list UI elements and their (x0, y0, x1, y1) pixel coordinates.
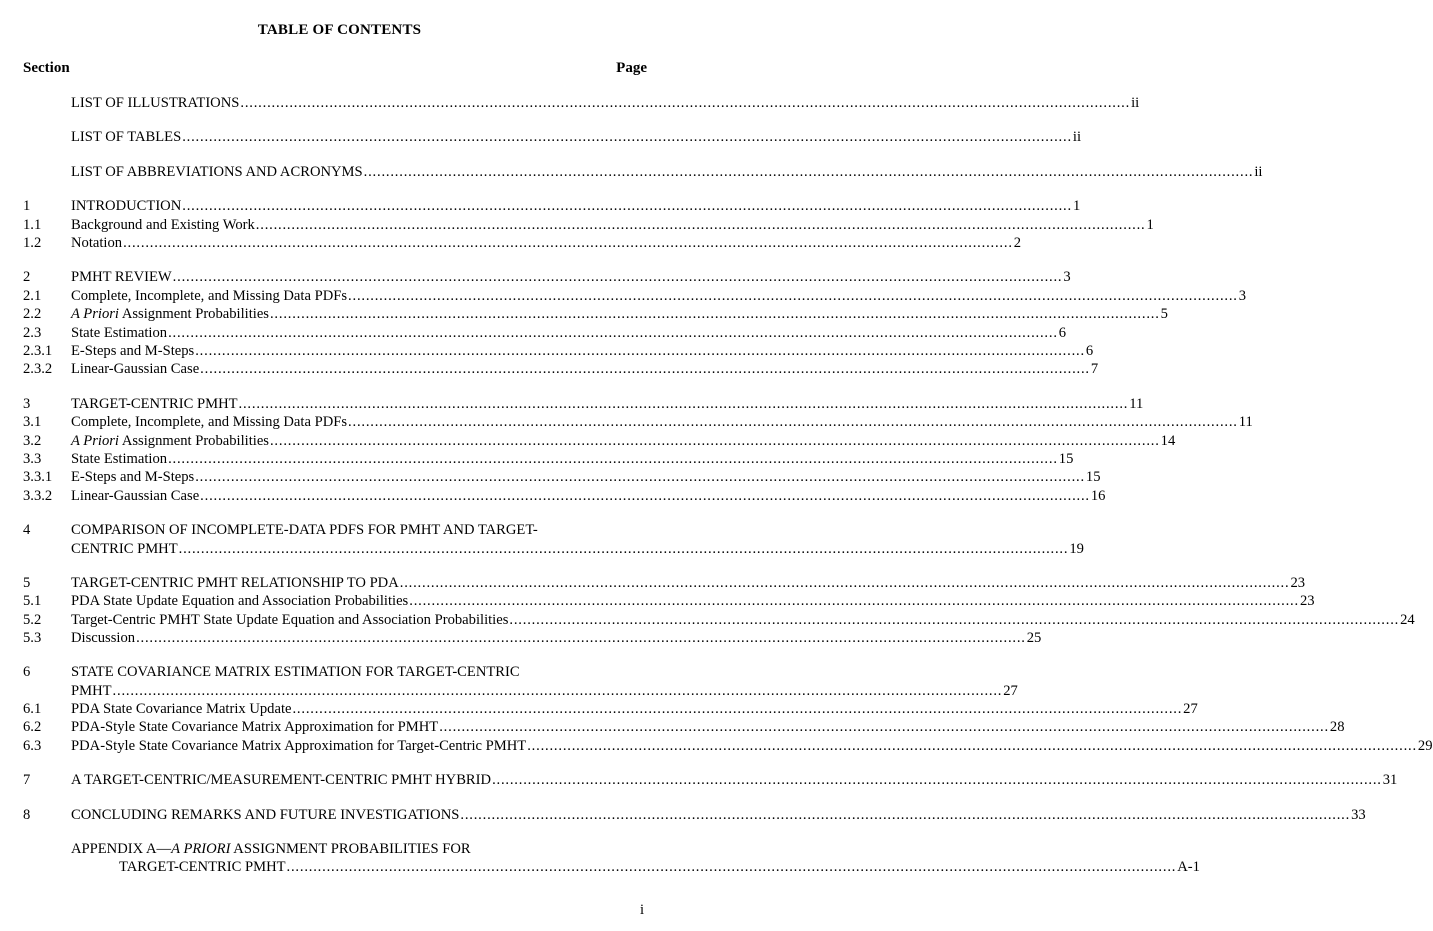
dot-leader: ........................................................................................................................................................................................................ (195, 469, 1085, 485)
toc-entry-text: Linear-Gaussian Case (71, 488, 200, 504)
toc-entry-appendix-a[interactable] (0, 840, 679, 858)
toc-entry[interactable] (0, 450, 1074, 468)
toc-entry-page: 16 (1090, 488, 1106, 504)
toc-entry-page: 27 (1183, 701, 1198, 717)
toc-entry-page: 5 (1160, 306, 1168, 322)
toc-entry-page: 1 (1146, 217, 1154, 233)
toc-entry[interactable] (0, 342, 1094, 360)
dot-leader: ........................................................................................................................................................................................................ (409, 593, 1299, 609)
toc-entry-number: 1.1 (23, 217, 42, 233)
toc-entry[interactable] (0, 574, 1306, 592)
appendix-title-rest: ASSIGNMENT PROBABILITIES FOR (230, 841, 471, 857)
dot-leader: ........................................................................................................................................................................................................ (172, 269, 1063, 285)
toc-entry-number: 7 (23, 772, 31, 788)
toc-entry[interactable] (0, 413, 1253, 431)
toc-entry-number: 6.3 (23, 738, 42, 754)
toc-entry-page: ii (1131, 95, 1140, 111)
toc-entry[interactable] (0, 324, 1067, 342)
toc-entry-number: 2.3.2 (23, 361, 53, 377)
dot-leader: ........................................................................................................................................................................................................ (492, 772, 1382, 788)
toc-entry-text: INTRODUCTION (71, 198, 182, 214)
italic-term: A PRIORI (171, 841, 231, 857)
dot-leader: ........................................................................................................................................................................................................ (509, 612, 1400, 628)
toc-entry[interactable] (0, 700, 1198, 718)
toc-entry-text: LIST OF ILLUSTRATIONS (71, 95, 240, 111)
toc-entry-text: CONCLUDING REMARKS AND FUTURE INVESTIGATIONS (71, 807, 460, 823)
dot-leader: ........................................................................................................................................................................................................ (178, 541, 1069, 557)
toc-entry-number: 2 (23, 269, 31, 285)
toc-entry-page: ii (1072, 129, 1081, 145)
toc-entry-number: 3.1 (23, 414, 42, 430)
dot-leader: ........................................................................................................................................................................................................ (112, 683, 1003, 699)
toc-entry[interactable] (0, 771, 1398, 789)
toc-entry-text: PDA State Update Equation and Association Probabilities (71, 593, 409, 609)
dot-leader: ........................................................................................................................................................................................................ (348, 414, 1238, 430)
toc-entry-page: 3 (1063, 269, 1071, 285)
dot-leader: ........................................................................................................................................................................................................ (168, 325, 1058, 341)
toc-entry-continuation[interactable] (0, 858, 1200, 876)
dot-leader: ........................................................................................................................................................................................................ (255, 217, 1146, 233)
toc-entry-text: PMHT REVIEW (71, 269, 172, 285)
toc-entry-page: 15 (1085, 469, 1101, 485)
toc-entry-page: 23 (1290, 575, 1306, 591)
toc-entry-text: PDA-Style State Covariance Matrix Approximation for Target-Centric PMHT (71, 738, 527, 754)
toc-entry-page: 3 (1238, 288, 1247, 304)
toc-entry-text-rest: Assignment Probabilities (118, 433, 269, 449)
toc-entry[interactable] (0, 216, 1154, 234)
toc-entry-text: Complete, Incomplete, and Missing Data PDFs (71, 414, 348, 430)
toc-entry-number: 5 (23, 575, 31, 591)
page-number: i (640, 902, 645, 918)
toc-entry-text-rest: Assignment Probabilities (118, 306, 269, 322)
page-title: TABLE OF CONTENTS (257, 22, 422, 38)
toc-entry-text: LIST OF TABLES (71, 129, 182, 145)
toc-entry-number: 2.1 (23, 288, 42, 304)
toc-entry-number: 1 (23, 198, 31, 214)
dot-leader: ........................................................................................................................................................................................................ (286, 859, 1177, 875)
dot-leader: ........................................................................................................................................................................................................ (238, 396, 1129, 412)
toc-entry-text: E-Steps and M-Steps (71, 469, 195, 485)
toc-entry-text: PMHT (71, 683, 112, 699)
toc-entry-text-line1: COMPARISON OF INCOMPLETE-DATA PDFS FOR PMHT AND TARGET- (71, 522, 538, 538)
toc-entry-page: 1 (1072, 198, 1081, 214)
page-column-header: Page (616, 60, 647, 76)
toc-entry-text: LIST OF ABBREVIATIONS AND ACRONYMS (71, 164, 363, 180)
toc-entry[interactable] (0, 234, 1022, 252)
toc-entry-text: TARGET-CENTRIC PMHT (71, 396, 238, 412)
toc-entry-page: 7 (1090, 361, 1099, 377)
toc-entry-text: Background and Existing Work (71, 217, 255, 233)
dot-leader: ........................................................................................................................................................................................................ (136, 630, 1026, 646)
toc-entry-number: 5.2 (23, 612, 42, 628)
toc-entry-number: 3.2 (23, 433, 42, 449)
toc-entry-text: State Estimation (71, 451, 168, 467)
toc-entry[interactable] (0, 468, 1101, 486)
toc-entry[interactable] (0, 287, 1247, 305)
dot-leader: ........................................................................................................................................................................................................ (240, 95, 1131, 111)
toc-entry-text: PDA State Covariance Matrix Update (71, 701, 292, 717)
toc-entry[interactable] (0, 806, 1366, 824)
toc-entry-text: CENTRIC PMHT (71, 541, 178, 557)
toc-entry-text-line1 (71, 840, 471, 858)
toc-entry-number: 3 (23, 396, 31, 412)
section-column-header: Section (23, 60, 70, 76)
toc-entry-text (71, 432, 269, 450)
toc-entry-text: TARGET-CENTRIC PMHT RELATIONSHIP TO PDA (71, 575, 399, 591)
toc-entry[interactable] (0, 432, 1176, 450)
toc-entry-number: 3.3.1 (23, 469, 53, 485)
dot-leader: ........................................................................................................................................................................................................ (399, 575, 1290, 591)
toc-entry[interactable] (0, 305, 1168, 323)
toc-entry[interactable] (0, 592, 1315, 610)
toc-entry-number: 3.3 (23, 451, 42, 467)
toc-entry-page: 15 (1058, 451, 1074, 467)
toc-entry-number: 4 (23, 522, 31, 538)
toc-entry[interactable] (0, 663, 679, 681)
toc-entry-number: 2.2 (23, 306, 42, 322)
dot-leader: ........................................................................................................................................................................................................ (182, 129, 1072, 145)
toc-entry-page: 24 (1400, 612, 1415, 628)
toc-entry[interactable] (0, 718, 1345, 736)
toc-entry-text: A TARGET-CENTRIC/MEASUREMENT-CENTRIC PMHT HYBRID (71, 772, 492, 788)
toc-entry-number: 2.3 (23, 325, 42, 341)
toc-entry-text: State Estimation (71, 325, 168, 341)
toc-entry-page: 23 (1299, 593, 1315, 609)
toc-entry-number: 5.1 (23, 593, 42, 609)
dot-leader: ........................................................................................................................................................................................................ (460, 807, 1351, 823)
dot-leader: ........................................................................................................................................................................................................ (269, 433, 1160, 449)
dot-leader: ........................................................................................................................................................................................................ (168, 451, 1058, 467)
toc-entry-page: A-1 (1177, 859, 1200, 875)
toc-entry-list-of-abbreviations[interactable] (0, 163, 1263, 181)
toc-entry[interactable] (0, 629, 1042, 647)
toc-entry-page: 11 (1129, 396, 1144, 412)
toc-entry[interactable] (0, 360, 1099, 378)
toc-entry[interactable] (0, 268, 1071, 286)
toc-entry[interactable] (0, 197, 1081, 215)
toc-entry-text-line1: STATE COVARIANCE MATRIX ESTIMATION FOR TARGET-CENTRIC (71, 664, 520, 680)
italic-term: A Priori (71, 306, 119, 322)
toc-entry-continuation[interactable] (0, 540, 1084, 558)
dot-leader: ........................................................................................................................................................................................................ (439, 719, 1329, 735)
toc-entry-list-of-illustrations[interactable] (0, 94, 1140, 112)
toc-entry[interactable] (0, 395, 1144, 413)
toc-entry-number: 6 (23, 664, 31, 680)
toc-entry-number: 2.3.1 (23, 343, 53, 359)
toc-entry-page: 6 (1085, 343, 1094, 359)
toc-entry[interactable] (0, 521, 679, 539)
toc-entry[interactable] (0, 611, 1415, 629)
toc-entry-continuation[interactable] (0, 682, 1018, 700)
toc-entry-number: 6.2 (23, 719, 42, 735)
dot-leader: ........................................................................................................................................................................................................ (182, 198, 1072, 214)
toc-entry-text (71, 305, 269, 323)
toc-entry-page: 11 (1238, 414, 1253, 430)
toc-entry-text: Linear-Gaussian Case (71, 361, 200, 377)
toc-entry-page: 33 (1351, 807, 1366, 823)
dot-leader: ........................................................................................................................................................................................................ (363, 164, 1254, 180)
toc-entry-page: 31 (1382, 772, 1398, 788)
toc-entry-text: PDA-Style State Covariance Matrix Approximation for PMHT (71, 719, 439, 735)
toc-entry-list-of-tables[interactable] (0, 128, 1081, 146)
dot-leader: ........................................................................................................................................................................................................ (200, 361, 1090, 377)
dot-leader: ........................................................................................................................................................................................................ (348, 288, 1238, 304)
toc-entry-text: E-Steps and M-Steps (71, 343, 195, 359)
toc-entry[interactable] (0, 487, 1106, 505)
toc-entry-text: Discussion (71, 630, 136, 646)
toc-entry-number: 6.1 (23, 701, 42, 717)
toc-entry-page: 14 (1160, 433, 1176, 449)
toc-entry-number: 1.2 (23, 235, 42, 251)
toc-entry-text: TARGET-CENTRIC PMHT (119, 859, 286, 875)
toc-entry-page: 27 (1003, 683, 1018, 699)
dot-leader: ........................................................................................................................................................................................................ (269, 306, 1160, 322)
toc-entry-page: 25 (1026, 630, 1042, 646)
toc-entry-page: 29 (1417, 738, 1433, 754)
toc-entry-number: 8 (23, 807, 31, 823)
dot-leader: ........................................................................................................................................................................................................ (123, 235, 1013, 251)
appendix-prefix: APPENDIX A— (71, 841, 172, 857)
italic-term: A Priori (71, 433, 119, 449)
toc-entry-text: Complete, Incomplete, and Missing Data PDFs (71, 288, 348, 304)
toc-entry-page: 28 (1329, 719, 1345, 735)
dot-leader: ........................................................................................................................................................................................................ (292, 701, 1183, 717)
dot-leader: ........................................................................................................................................................................................................ (527, 738, 1417, 754)
dot-leader: ........................................................................................................................................................................................................ (195, 343, 1085, 359)
toc-entry[interactable] (0, 737, 1433, 755)
toc-entry-page: 19 (1069, 541, 1084, 557)
toc-entry-page: 6 (1058, 325, 1067, 341)
toc-entry-text: Notation (71, 235, 123, 251)
toc-entry-number: 3.3.2 (23, 488, 53, 504)
dot-leader: ........................................................................................................................................................................................................ (200, 488, 1090, 504)
toc-entry-text: Target-Centric PMHT State Update Equation and Association Probabilities (71, 612, 509, 628)
toc-entry-number: 5.3 (23, 630, 42, 646)
toc-entry-page: 2 (1013, 235, 1022, 251)
toc-entry-page: ii (1254, 164, 1263, 180)
